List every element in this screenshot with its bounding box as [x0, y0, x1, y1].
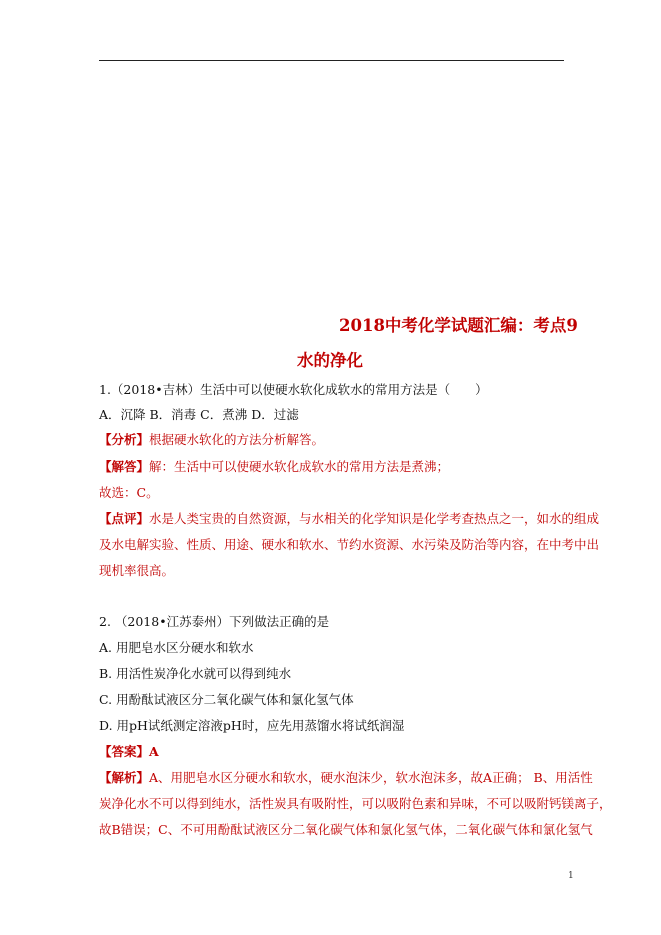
q2-answer-value: A [149, 744, 159, 759]
q1-comment-tag: 【点评】 [99, 511, 150, 526]
q1-analysis [99, 432, 324, 448]
q2-explain-line2: 炭净化水不可以得到纯水，活性炭具有吸附性，可以吸附色素和异味，不可以吸附钙镁离子， [99, 796, 612, 811]
q2-option-c: C. 用酚酞试液区分二氧化碳气体和氯化氢气体 [99, 692, 354, 707]
q2-explain-text1: A、用肥皂水区分硬水和软水，硬水泡沫少，软水泡沫多，故A正确； B、用活性 [149, 770, 593, 785]
q1-comment-line3: 现机率很高。 [99, 563, 175, 578]
q1-comment-line2: 及水电解实验、性质、用途、硬水和软水、节约水资源、水污染及防治等内容，在中考中出 [99, 537, 600, 552]
doc-title-line1: 2018中考化学试题汇编：考点9 [339, 316, 578, 335]
q2-explain-line3: 故B错误；C、不可用酚酞试液区分二氧化碳气体和氯化氢气体，二氧化碳气体和氯化氢气 [99, 822, 593, 837]
q2-answer-tag: 【答案】 [99, 744, 150, 759]
doc-title-line2: 水的净化 [297, 351, 363, 370]
q1-comment-text1: 水是人类宝贵的自然资源，与水相关的化学知识是化学考查热点之一，如水的组成 [149, 511, 600, 526]
q2-explain-tag: 【解析】 [99, 770, 150, 785]
q1-answer-tag: 【解答】 [99, 459, 150, 474]
page-number: 1 [568, 871, 574, 881]
q1-answer-text: 解：生活中可以使硬水软化成软水的常用方法是煮沸； [149, 459, 450, 474]
q1-options: A．沉降 B．消毒 C．煮沸 D．过滤 [99, 407, 299, 422]
q1-answer [99, 459, 449, 475]
q1-analysis-tag: 【分析】 [99, 432, 150, 447]
q1-choice: 故选：C。 [99, 485, 159, 500]
q1-comment-line1 [99, 511, 599, 527]
header-rule [99, 60, 564, 61]
q1-analysis-text: 根据硬水软化的方法分析解答。 [149, 432, 325, 447]
q2-stem: 2. （2018•江苏泰州）下列做法正确的是 [99, 614, 330, 629]
q2-answer [99, 744, 159, 760]
q2-option-a: A. 用肥皂水区分硬水和软水 [99, 640, 254, 655]
q2-explain-line1 [99, 770, 593, 786]
q2-option-d: D. 用pH试纸测定溶液pH时，应先用蒸馏水将试纸润湿 [99, 718, 405, 733]
q1-stem: 1.（2018•吉林）生活中可以使硬水软化成软水的常用方法是（ ） [99, 382, 488, 397]
q2-option-b: B. 用活性炭净化水就可以得到纯水 [99, 666, 292, 681]
